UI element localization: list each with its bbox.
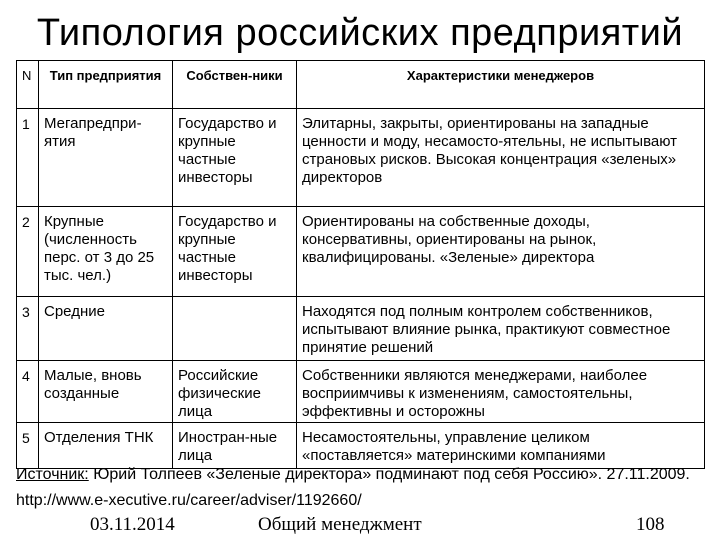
table-row (17, 207, 705, 297)
row-number: 4 (17, 361, 39, 423)
enterprise-type: Малые, вновь созданные (39, 361, 173, 423)
manager-characteristics: Элитарны, закрыты, ориентированы на западные ценности и моду, несамосто-ятельны, не испытывают страновых рисков. Высокая концентрация «зеленых» директоров (297, 109, 705, 207)
manager-characteristics: Находятся под полным контролем собственников, испытывают влияние рынка, практикуют совместное принятие решений (297, 297, 705, 361)
row-number: 3 (17, 297, 39, 361)
table-row (17, 109, 705, 207)
table-row (17, 361, 705, 423)
manager-characteristics: Несамостоятельны, управление целиком «поставляется» материнскими компаниями (297, 423, 705, 469)
enterprise-type: Средние (39, 297, 173, 361)
footer-course-title: Общий менеджмент (258, 514, 422, 535)
slide-title: Типология российских предприятий (36, 12, 684, 54)
source-label: Источник: (16, 466, 89, 483)
header-characteristics: Характеристики менеджеров (297, 61, 705, 109)
footer-date: 03.11.2014 (90, 514, 175, 535)
enterprise-type: Крупные (численность перс. от 3 до 25 тыс. чел.) (39, 207, 173, 297)
manager-characteristics: Собственники являются менеджерами, наиболее восприимчивы к изменениям, самостоятельны, эффективны и осторожны (297, 361, 705, 423)
enterprise-typology-table (16, 60, 705, 469)
owners: Государство и крупные частные инвесторы (173, 109, 297, 207)
owners (173, 297, 297, 361)
row-number: 1 (17, 109, 39, 207)
enterprise-type: Мегапредпри-ятия (39, 109, 173, 207)
enterprise-type: Отделения ТНК (39, 423, 173, 469)
table-header-row (17, 61, 705, 109)
row-number: 2 (17, 207, 39, 297)
page-number: 108 (636, 514, 665, 535)
owners: Государство и крупные частные инвесторы (173, 207, 297, 297)
header-owner: Собствен-ники (173, 61, 297, 109)
row-number: 5 (17, 423, 39, 469)
source-citation (16, 462, 704, 514)
header-type: Тип предприятия (39, 61, 173, 109)
manager-characteristics: Ориентированы на собственные доходы, консервативны, ориентированы на рынок, квалифицированы. «Зеленые» директора (297, 207, 705, 297)
table-row (17, 297, 705, 361)
owners: Российские физические лица (173, 361, 297, 423)
owners: Иностран-ные лица (173, 423, 297, 469)
source-text: Юрий Толпеев «Зеленые директора» подминают под себя Россию». 27.11.2009. http://www.e-xecutive.ru/career/adviser/1192660/ (16, 466, 690, 509)
header-num: N (17, 61, 39, 109)
